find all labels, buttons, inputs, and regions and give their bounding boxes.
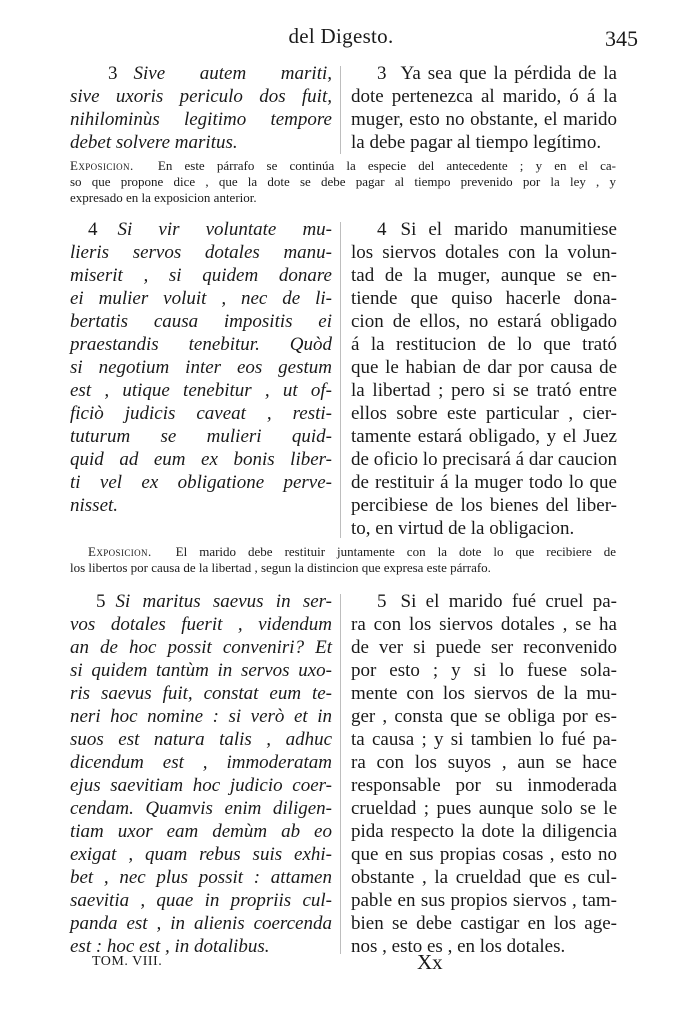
column-divider [340,66,341,154]
spanish-line: 4 Si el marido manumitiese [377,219,617,240]
page-footer [0,950,682,980]
latin-line: ti vel ex obligatione perve- [70,472,332,493]
exposition-3 [70,158,616,206]
spanish-line: por esto ; y si lo fuese sola- [351,660,617,681]
running-head [0,24,682,54]
spanish-line: obstante , la crueldad que es cul- [351,867,617,888]
latin-line: debet solvere maritus. [70,132,238,153]
latin-text-4 [70,218,332,517]
latin-line: lieris servos dotales manu- [70,242,332,263]
latin-line: dicendum est , immoderatam [70,752,332,773]
spanish-line: crueldad ; pues aunque solo se le [351,798,617,819]
spanish-line: ta causa ; y si tambien lo fué pa- [351,729,617,750]
latin-line: si negotium inter eos gestum [70,357,332,378]
running-title: del Digesto. [288,24,394,48]
exposition-label: Exposicion. [88,544,152,559]
latin-line: 4 Si vir voluntate mu- [88,219,332,240]
spanish-text-4 [351,218,617,540]
exposition-4 [70,544,616,576]
section-number: 5 [96,591,106,612]
exposition-line: expresado en la exposicion anterior. [70,190,257,205]
latin-line: bertatis causa impositis ei [70,311,332,332]
latin-line: cendam. Quamvis enim diligen- [70,798,332,819]
latin-line: ficiò judicis caveat , resti- [70,403,332,424]
column-divider [340,222,341,538]
exposition-line: Exposicion. El marido debe restituir juntamente con la dote lo que recibiere de [88,544,617,559]
spanish-line: tiende que quiso hacerle dona- [351,288,617,309]
spanish-line: que le habian de dar por causa de [351,357,617,378]
spanish-line: los siervos dotales con la volun- [351,242,617,263]
spanish-line: tamente estará obligado, y el Juez [351,426,617,447]
latin-line: quid ad eum ex bonis liber- [70,449,332,470]
page-number: 345 [605,26,638,51]
latin-line: est , utique tenebitur , ut of- [70,380,332,401]
spanish-line: que en sus propias cosas , esto no [351,844,617,865]
latin-line: vos dotales fuerit , videndum [70,614,332,635]
latin-line: est : hoc est , in dotalibus. [70,936,270,957]
spanish-line: percibiese de los bienes del liber- [351,495,617,516]
latin-line: ejus saevitiam hoc judicio coer- [70,775,332,796]
latin-line: tuturum se mulieri quid- [70,426,332,447]
spanish-line: dote pertenezca al marido, ó á la [351,86,617,107]
exposition-line: so que propone dice , que la dote se debe pagar al tiempo prevenido por la ley , y [70,174,616,189]
spanish-line: ra con los siervos dotales , se ha [351,614,617,635]
spanish-text-5 [351,590,617,958]
latin-line: bet , nec plus possit : attamen [70,867,332,888]
spanish-line: ger , consta que se obliga por es- [351,706,617,727]
spanish-line: la debe pagar al tiempo legítimo. [351,132,602,153]
latin-line: nisset. [70,495,119,516]
spanish-line: tad de la muger, aunque se en- [351,265,617,286]
spanish-line: ellos sobre este particular , cier- [351,403,617,424]
section-number: 4 [88,219,98,240]
exposition-line: los libertos por causa de la libertad , segun la distincion que expresa este párrafo. [70,560,491,575]
latin-line: saevitia , quae in propriis cul- [70,890,332,911]
column-divider [340,594,341,954]
spanish-line: pable en sus propios siervos , tam- [351,890,617,911]
spanish-line: de oficio lo precisará á dar caucion [351,449,617,470]
exposition-label: Exposicion. [70,158,134,173]
latin-line: exigat , quam rebus suis exhi- [70,844,332,865]
signature-mark: Xx [417,950,443,974]
exposition-line: Exposicion. En este párrafo se continúa la especie del antecedente ; y en el ca- [70,158,617,173]
latin-line: miserit , si quidem donare [70,265,332,286]
spanish-line: muger, esto no obstante, el marido [351,109,617,130]
section-number: 4 [377,219,387,240]
latin-line: panda est , in alienis coercenda [70,913,332,934]
spanish-line: de ver si puede ser reconvenido [351,637,617,658]
latin-line: 5 Si maritus saevus in ser- [96,591,332,612]
volume-mark: TOM. VIII. [92,954,163,969]
spanish-line: nos , esto es , en los dotales. [351,936,566,957]
spanish-line: de restituir á la muger todo lo que [351,472,617,493]
latin-text-3 [70,62,332,154]
section-number: 3 [108,63,118,84]
spanish-line: mente con los siervos de la mu- [351,683,617,704]
spanish-text-3 [351,62,617,154]
section-number: 3 [377,63,387,84]
spanish-line: 3 Ya sea que la pérdida de la [377,63,617,84]
latin-line: praestandis tenebitur. Quòd [70,334,332,355]
latin-line: neri hoc nomine : si verò et in [70,706,332,727]
latin-line: ei mulier voluit , nec de li- [70,288,332,309]
spanish-line: cion de ellos, no estará obligado [351,311,617,332]
latin-text-5 [70,590,332,958]
spanish-line: la libertad ; pero si se trató entre [351,380,617,401]
latin-line: ris saevus fuit, constat eum te- [70,683,332,704]
spanish-line: pida respecto la dote la diligencia [351,821,617,842]
latin-line: an de hoc possit conveniri? Et [70,637,332,658]
spanish-line: ra con los suyos , aun se hace [351,752,617,773]
latin-line: nihilominùs legitimo tempore [70,109,332,130]
spanish-line: responsable por su inmoderada [351,775,617,796]
latin-line: si quidem tantùm in servos uxo- [70,660,332,681]
latin-line: 3 Sive autem mariti, [108,63,332,84]
spanish-line: 5 Si el marido fué cruel pa- [377,591,617,612]
latin-line: suos est natura talis , adhuc [70,729,332,750]
latin-line: tiam uxor eam demùm ab eo [70,821,332,842]
spanish-line: bien se debe castigar en los age- [351,913,617,934]
section-number: 5 [377,591,387,612]
spanish-line: to, en virtud de la obligacion. [351,518,575,539]
latin-line: sive uxoris periculo dos fuit, [70,86,332,107]
spanish-line: á la restitucion de lo que trató [351,334,617,355]
